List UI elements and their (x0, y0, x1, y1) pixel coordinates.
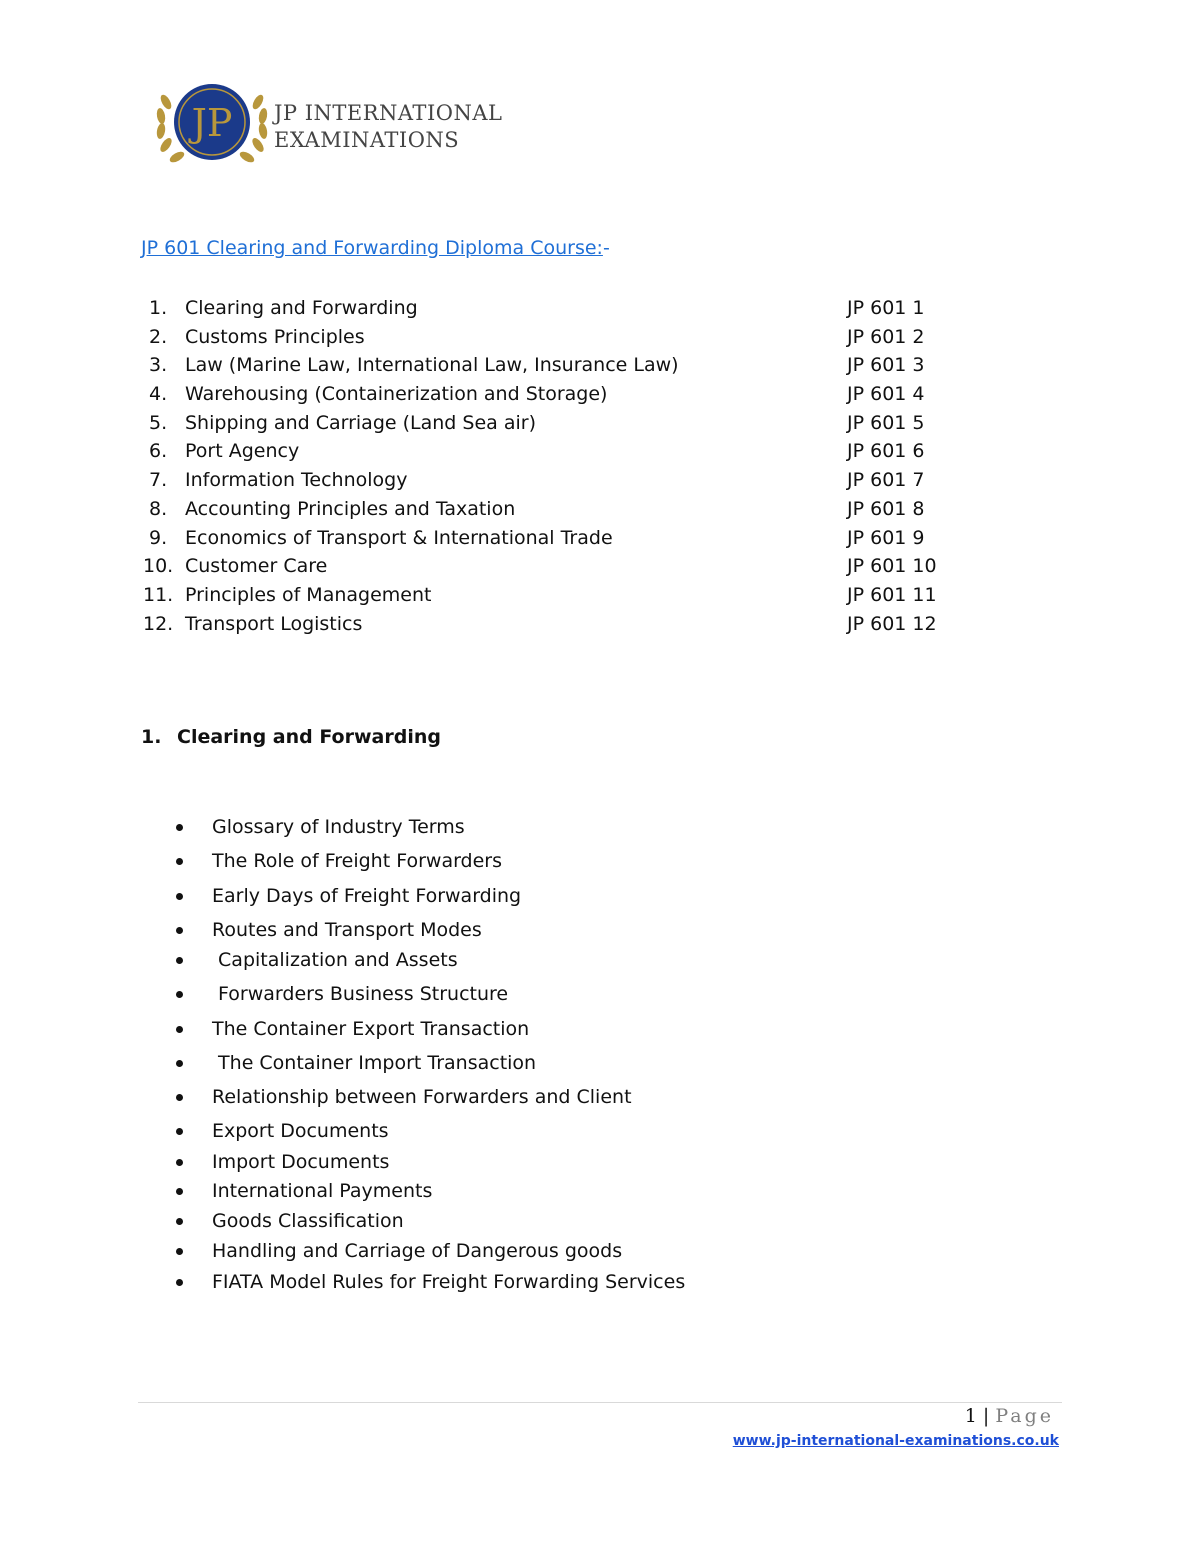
bullet-icon (176, 957, 183, 964)
bullet-icon (176, 893, 183, 900)
module-number: 5. (149, 411, 168, 434)
module-label: Economics of Transport & International Trade (185, 526, 613, 549)
module-code: JP 601 10 (847, 555, 937, 578)
topic-text: Goods Classification (212, 1210, 404, 1232)
section-title: Clearing and Forwarding (177, 726, 441, 748)
module-code: JP 601 12 (847, 612, 937, 635)
bullet-icon (176, 991, 183, 998)
module-label: Accounting Principles and Taxation (185, 497, 516, 520)
module-number: 1. (149, 297, 168, 319)
module-number: 7. (149, 469, 168, 492)
topic-text: Export Documents (212, 1120, 389, 1142)
topic-text: Relationship between Forwarders and Client (212, 1086, 632, 1108)
module-code: JP 601 1 (847, 297, 925, 319)
module-label: Information Technology (185, 469, 408, 492)
logo-initials: JP (191, 101, 233, 145)
module-number: 10. (143, 555, 174, 578)
topic-text: Forwarders Business Structure (212, 983, 509, 1005)
page-number-value: 1 (964, 1405, 977, 1427)
module-row (141, 552, 961, 581)
course-title-link[interactable]: JP 601 Clearing and Forwarding Diploma Course: (141, 237, 603, 259)
topic-text: The Role of Freight Forwarders (212, 850, 503, 872)
bullet-icon (176, 858, 183, 865)
footer-divider (138, 1402, 1062, 1403)
title-suffix: - (602, 237, 610, 259)
module-code: JP 601 4 (847, 383, 925, 406)
footer-website-link[interactable]: www.jp-international-examinations.co.uk (732, 1433, 1059, 1449)
topic-text: Handling and Carriage of Dangerous goods (212, 1240, 623, 1262)
page-title (141, 237, 610, 259)
course-module-list (141, 294, 961, 638)
module-number: 3. (149, 354, 168, 377)
module-code: JP 601 8 (847, 497, 925, 520)
module-label: Principles of Management (185, 583, 432, 606)
bullet-icon (176, 1128, 183, 1135)
module-number: 9. (149, 526, 168, 549)
module-number: 4. (149, 383, 168, 406)
module-row (141, 466, 961, 495)
section-heading (141, 726, 441, 748)
module-row (141, 581, 961, 610)
module-row (141, 610, 961, 639)
module-code: JP 601 5 (847, 411, 925, 434)
module-number: 6. (149, 440, 168, 463)
laurel-seal-icon (152, 80, 272, 170)
logo-line-1: JP INTERNATIONAL (274, 101, 503, 125)
module-number: 11. (143, 583, 174, 606)
module-code: JP 601 11 (847, 583, 937, 606)
module-row (141, 294, 961, 323)
logo-line-2: EXAMINATIONS (274, 128, 460, 152)
topic-text: Import Documents (212, 1151, 390, 1173)
module-row (141, 380, 961, 409)
module-code: JP 601 6 (847, 440, 925, 463)
bullet-icon (176, 1248, 183, 1255)
bullet-icon (176, 927, 183, 934)
bullet-icon (176, 1218, 183, 1225)
page-separator: | (982, 1405, 990, 1427)
bullet-icon (176, 1026, 183, 1033)
bullet-icon (176, 1279, 183, 1286)
page-number (965, 1405, 1054, 1427)
logo (152, 80, 512, 170)
module-row (141, 495, 961, 524)
module-number: 2. (149, 325, 168, 348)
topic-text: Glossary of Industry Terms (212, 816, 465, 838)
module-code: JP 601 9 (847, 526, 925, 549)
module-label: Port Agency (185, 440, 300, 463)
topic-text: The Container Import Transaction (212, 1052, 537, 1074)
module-row (141, 437, 961, 466)
topic-text: Routes and Transport Modes (212, 919, 482, 941)
module-row (141, 524, 961, 553)
module-label: Warehousing (Containerization and Storage) (185, 383, 608, 406)
page-word: Page (995, 1405, 1054, 1427)
bullet-icon (176, 824, 183, 831)
bullet-icon (176, 1188, 183, 1195)
module-row (141, 409, 961, 438)
module-label: Law (Marine Law, International Law, Insurance Law) (185, 354, 679, 377)
module-label: Customs Principles (185, 325, 365, 348)
module-code: JP 601 2 (847, 325, 925, 348)
bullet-icon (176, 1094, 183, 1101)
module-code: JP 601 3 (847, 354, 925, 377)
module-code: JP 601 7 (847, 469, 925, 492)
module-row (141, 323, 961, 352)
module-number: 12. (143, 612, 174, 635)
module-label: Transport Logistics (185, 612, 363, 635)
topic-text: FIATA Model Rules for Freight Forwarding Services (212, 1271, 686, 1293)
bullet-icon (176, 1060, 183, 1067)
topic-text: International Payments (212, 1180, 433, 1202)
topic-text: Capitalization and Assets (212, 949, 458, 971)
topic-text: The Container Export Transaction (212, 1018, 530, 1040)
module-label: Customer Care (185, 555, 328, 578)
logo-text (274, 100, 502, 154)
module-label: Shipping and Carriage (Land Sea air) (185, 411, 536, 434)
module-number: 8. (149, 497, 168, 520)
module-label: Clearing and Forwarding (185, 297, 418, 319)
topic-text: Early Days of Freight Forwarding (212, 885, 522, 907)
module-row (141, 351, 961, 380)
section-number: 1. (141, 726, 162, 748)
bullet-icon (176, 1159, 183, 1166)
